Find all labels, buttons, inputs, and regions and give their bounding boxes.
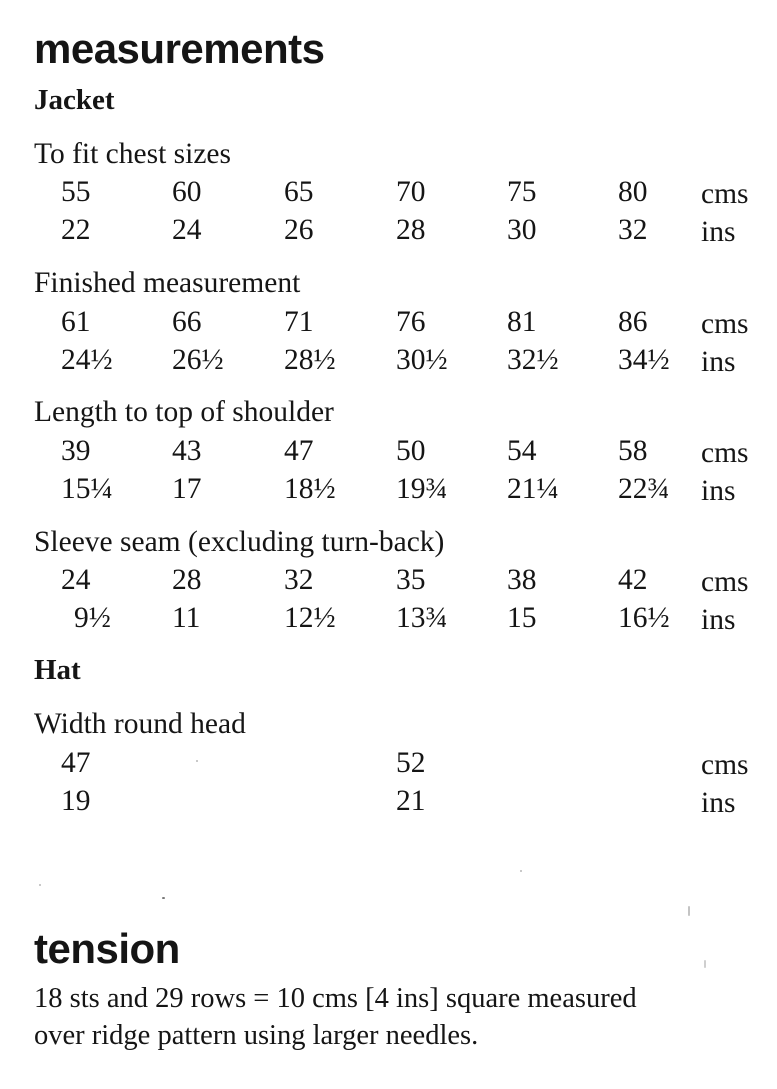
unit-ins: ins <box>701 216 736 248</box>
value-cms: 80 <box>618 176 648 208</box>
section-label: Sleeve seam (excluding turn-back) <box>34 526 445 558</box>
value-cms: 86 <box>618 306 648 338</box>
value-cms: 81 <box>507 306 537 338</box>
value-cms: 70 <box>396 176 426 208</box>
value-ins: 30½ <box>396 344 448 376</box>
value-ins: 32 <box>618 214 648 246</box>
unit-cms: cms <box>701 308 749 340</box>
scan-speck <box>162 897 165 899</box>
unit-ins: ins <box>701 787 736 819</box>
value-cms: 50 <box>396 435 426 467</box>
section-label: To fit chest sizes <box>34 138 232 170</box>
value-ins: 21 <box>396 785 426 817</box>
value-ins: 24½ <box>61 344 113 376</box>
value-cms: 47 <box>284 435 314 467</box>
scan-speck <box>520 870 522 872</box>
value-cms: 24 <box>61 564 91 596</box>
value-ins: 34½ <box>618 344 670 376</box>
scan-speck <box>704 960 706 968</box>
tension-text-line-1: 18 sts and 29 rows = 10 cms [4 ins] square measured <box>34 983 637 1014</box>
unit-ins: ins <box>701 604 736 636</box>
value-ins: 11 <box>172 602 201 634</box>
hat-heading: Hat <box>34 654 81 686</box>
value-cms: 52 <box>396 747 426 779</box>
value-cms: 71 <box>284 306 314 338</box>
unit-cms: cms <box>701 178 749 210</box>
value-cms: 55 <box>61 176 91 208</box>
value-cms: 35 <box>396 564 426 596</box>
value-cms: 60 <box>172 176 202 208</box>
value-cms: 65 <box>284 176 314 208</box>
unit-ins: ins <box>701 475 736 507</box>
value-ins: 24 <box>172 214 202 246</box>
unit-ins: ins <box>701 346 736 378</box>
value-cms: 42 <box>618 564 648 596</box>
value-cms: 76 <box>396 306 426 338</box>
value-cms: 58 <box>618 435 648 467</box>
value-cms: 28 <box>172 564 202 596</box>
value-cms: 47 <box>61 747 91 779</box>
value-ins: 13¾ <box>396 602 448 634</box>
value-ins: 19 <box>61 785 91 817</box>
section-label: Finished measurement <box>34 267 301 299</box>
unit-cms: cms <box>701 566 749 598</box>
value-ins: 16½ <box>618 602 670 634</box>
value-ins: 26½ <box>172 344 224 376</box>
value-cms: 61 <box>61 306 91 338</box>
value-ins: 19¾ <box>396 473 448 505</box>
unit-cms: cms <box>701 749 749 781</box>
value-ins: 28½ <box>284 344 336 376</box>
value-cms: 54 <box>507 435 537 467</box>
tension-text-line-2: over ridge pattern using larger needles. <box>34 1020 479 1051</box>
scan-speck <box>688 906 690 916</box>
tension-title: tension <box>34 925 180 972</box>
value-ins: 32½ <box>507 344 559 376</box>
value-ins: 15¼ <box>61 473 113 505</box>
value-ins: 18½ <box>284 473 336 505</box>
value-cms: 75 <box>507 176 537 208</box>
value-ins: 12½ <box>284 602 336 634</box>
value-cms: 66 <box>172 306 202 338</box>
jacket-heading: Jacket <box>34 84 115 116</box>
value-ins: 22¾ <box>618 473 670 505</box>
value-cms: 39 <box>61 435 91 467</box>
section-label: Length to top of shoulder <box>34 396 334 428</box>
value-ins: 26 <box>284 214 314 246</box>
value-cms: 32 <box>284 564 314 596</box>
scan-speck <box>196 760 198 762</box>
value-ins: 15 <box>507 602 537 634</box>
value-ins: 30 <box>507 214 537 246</box>
value-ins: 9½ <box>74 602 111 634</box>
value-ins: 22 <box>61 214 91 246</box>
value-ins: 28 <box>396 214 426 246</box>
value-cms: 43 <box>172 435 202 467</box>
value-cms: 38 <box>507 564 537 596</box>
unit-cms: cms <box>701 437 749 469</box>
scan-speck <box>39 884 41 886</box>
measurements-title: measurements <box>34 25 325 72</box>
value-ins: 21¼ <box>507 473 559 505</box>
section-label: Width round head <box>34 708 246 740</box>
value-ins: 17 <box>172 473 202 505</box>
